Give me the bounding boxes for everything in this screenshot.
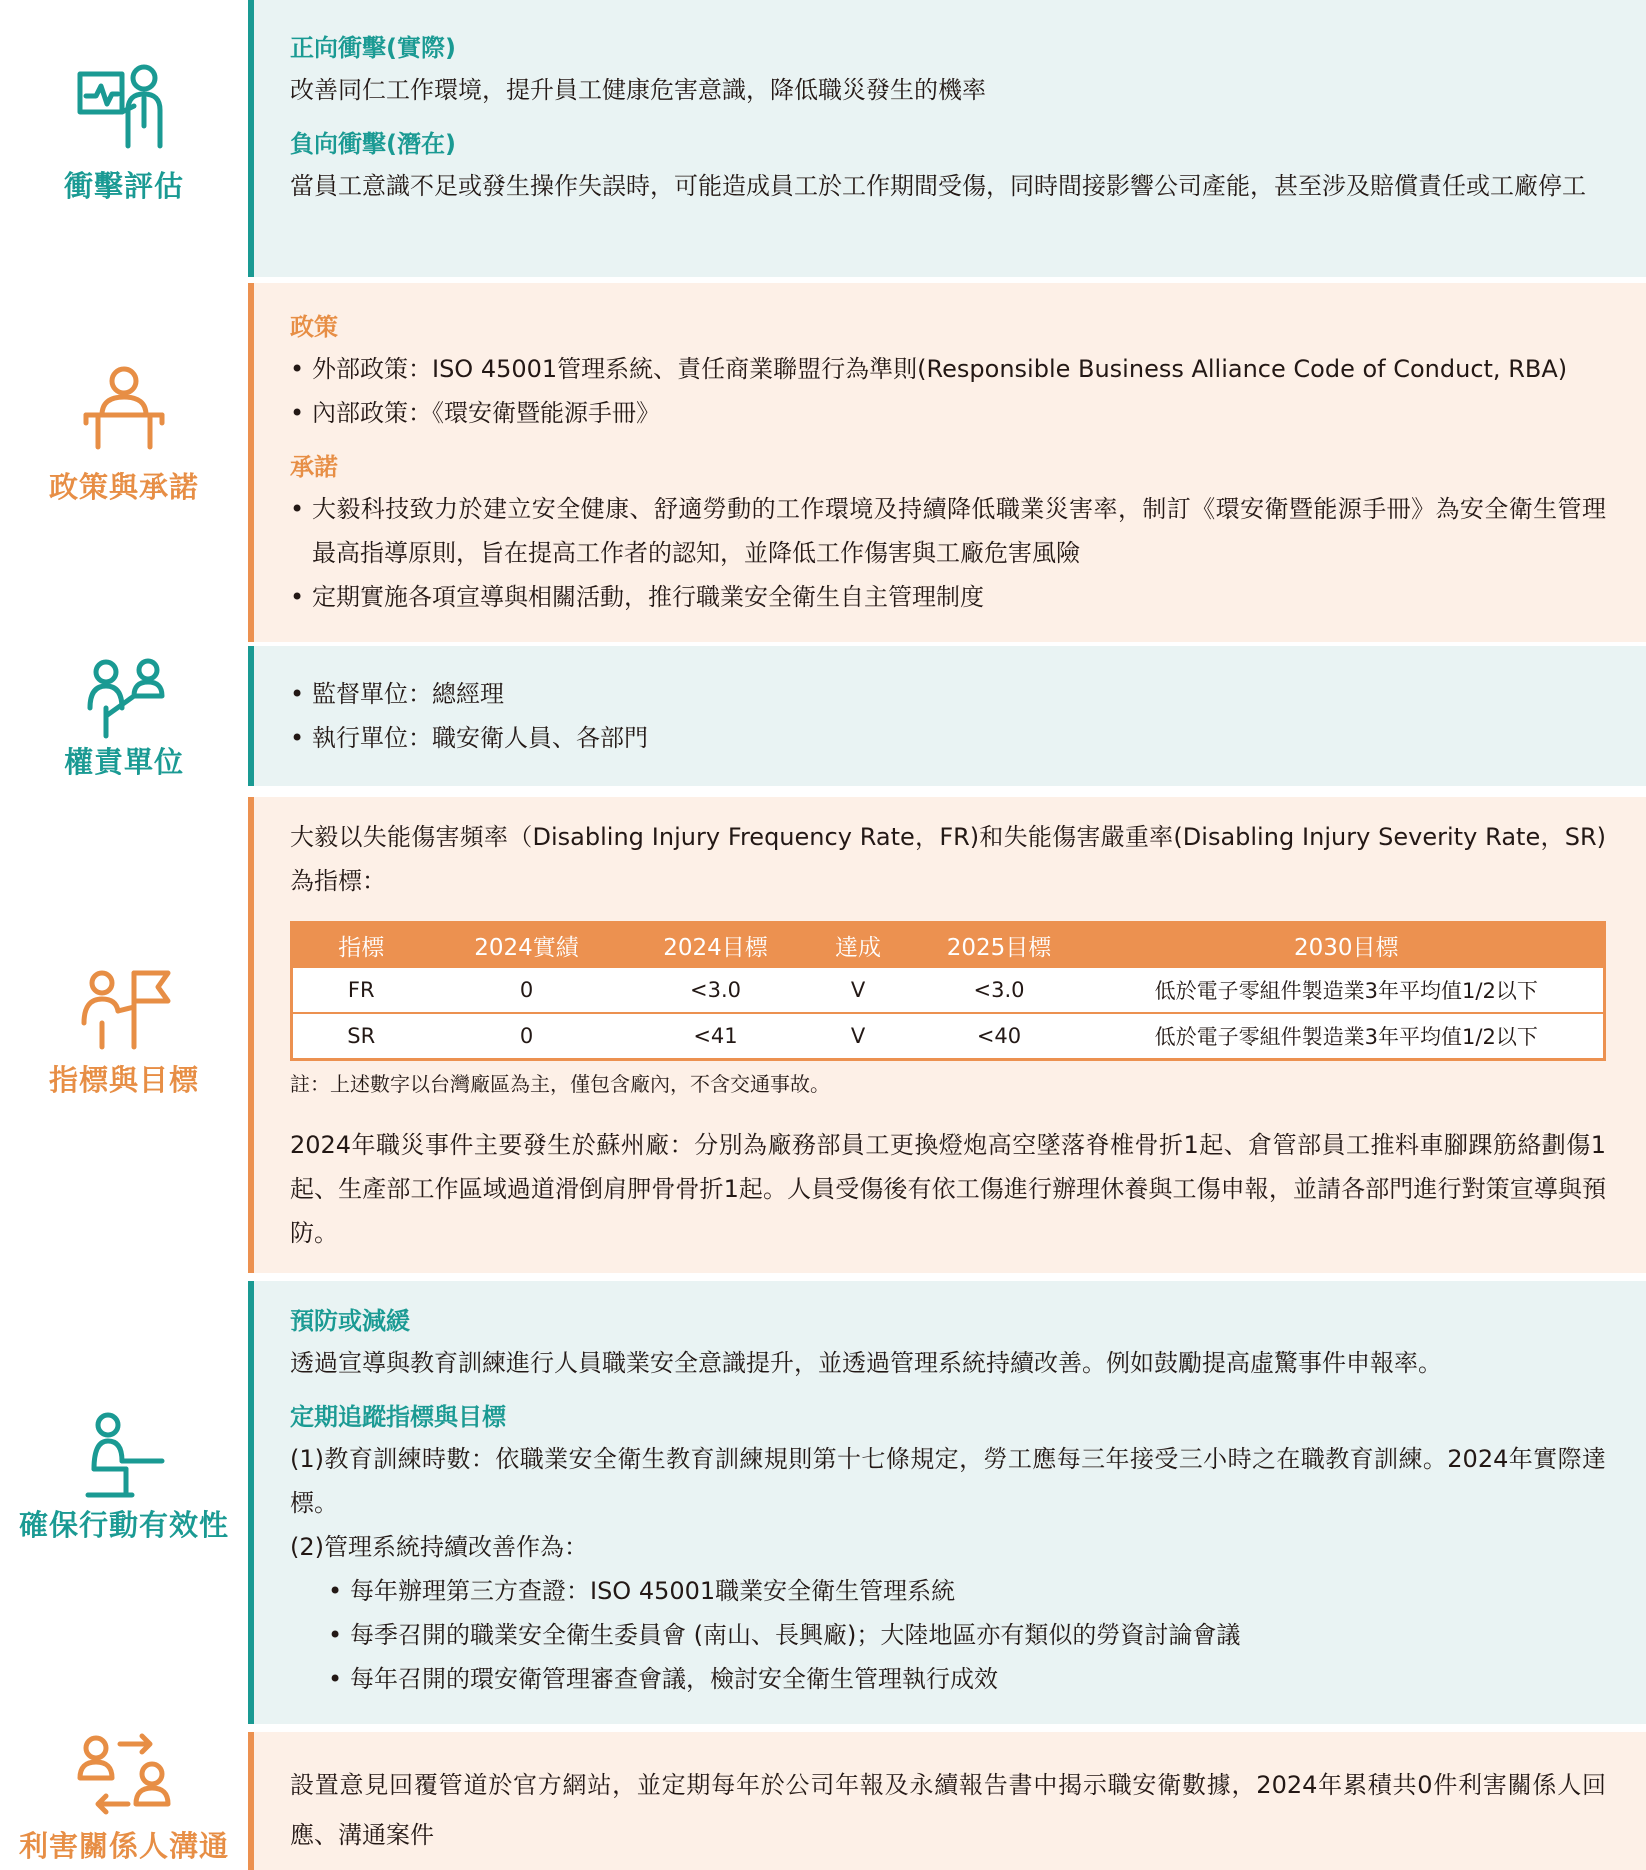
table-cell: <40: [909, 1013, 1090, 1060]
policy-title: 政策: [290, 313, 338, 341]
table-row: [292, 967, 1605, 1013]
responsibility-item: • 執行單位：職安衛人員、各部門: [290, 716, 1606, 760]
section-stakeholder-header: [0, 1732, 248, 1870]
section-impact-header: [0, 0, 248, 277]
section-responsibility-header: [0, 646, 248, 786]
tracking-subitem: • 每年辦理第三方查證：ISO 45001職業安全衛生管理系統: [290, 1569, 1606, 1613]
tracking-item-1: (1)教育訓練時數：依職業安全衛生教育訓練規則第十七條規定，勞工應每三年接受三小時之在職教育訓練。2024年實際達標。: [290, 1445, 1606, 1517]
person-with-flag-icon: [72, 963, 176, 1053]
section-effectiveness: [0, 1281, 1646, 1724]
table-cell: 低於電子零組件製造業3年平均值1/2以下: [1090, 967, 1605, 1013]
incident-block: [290, 1123, 1606, 1255]
targets-note: 註：上述數字以台灣廠區為主，僅包含廠內，不含交通事故。: [290, 1072, 830, 1096]
tracking-item-2: (2)管理系統持續改善作為：: [290, 1533, 588, 1561]
responsibility-item: • 監督單位：總經理: [290, 672, 1606, 716]
section-stakeholder-content: [290, 1760, 1606, 1860]
col-header: 指標: [292, 923, 430, 968]
table-cell: <3.0: [624, 967, 808, 1013]
table-row: [292, 1013, 1605, 1060]
table-cell: V: [808, 1013, 909, 1060]
people-exchange-arrows-icon: [72, 1732, 176, 1822]
stakeholder-text: 設置意見回覆管道於官方網站，並定期每年於公司年報及永續報告書中揭示職安衛數據，2024年累積共0件利害關係人回應、溝通案件: [290, 1771, 1606, 1849]
section-policy-header: [0, 283, 248, 642]
policy-item: • 外部政策：ISO 45001管理系統、責任商業聯盟行為準則(Responsible Business Alliance Code of Conduct, RBA): [290, 347, 1606, 391]
table-cell: 低於電子零組件製造業3年平均值1/2以下: [1090, 1013, 1605, 1060]
table-cell: FR: [292, 967, 430, 1013]
incident-text: 2024年職災事件主要發生於蘇州廠：分別為廠務部員工更換燈炮高空墜落脊椎骨折1起、倉管部員工推料車腳踝筋絡劃傷1起、生產部工作區域過道滑倒肩胛骨骨折1起。人員受傷後有依工傷進行辦理休養與工傷申報，並請各部門進行對策宣導與預防。: [290, 1131, 1606, 1247]
person-sitting-icon: [72, 1411, 176, 1501]
col-header: 2030目標: [1090, 923, 1605, 968]
section-responsibility-label: 權責單位: [63, 745, 184, 779]
col-header: 2024目標: [624, 923, 808, 968]
commitment-item: • 大毅科技致力於建立安全健康、舒適勞動的工作環境及持續降低職業災害率，制訂《環安衛暨能源手冊》為安全衛生管理最高指導原則，旨在提高工作者的認知，並降低工作傷害與工廠危害風險: [290, 487, 1606, 575]
table-cell: 0: [430, 1013, 624, 1060]
targets-intro-text: 大毅以失能傷害頻率（Disabling Injury Frequency Rate，FR)和失能傷害嚴重率(Disabling Injury Severity Rate，SR)為指標：: [290, 823, 1606, 895]
table-cell: 0: [430, 967, 624, 1013]
section-responsibility: [0, 646, 1646, 786]
section-impact-label: 衝擊評估: [63, 169, 184, 203]
section-impact: [0, 0, 1646, 277]
section-policy-label: 政策與承諾: [48, 470, 199, 504]
tracking-title: 定期追蹤指標與目標: [290, 1403, 506, 1431]
section-targets-label: 指標與目標: [48, 1063, 199, 1097]
section-stakeholder-label: 利害關係人溝通: [18, 1829, 229, 1863]
people-hierarchy-icon: [72, 654, 176, 744]
tracking-subitem: • 每年召開的環安衛管理審查會議，檢討安全衛生管理執行成效: [290, 1657, 1606, 1701]
section-effectiveness-header: [0, 1281, 248, 1724]
negative-impact-title: 負向衝擊(潛在): [290, 130, 456, 158]
commitment-title: 承諾: [290, 453, 338, 481]
commitment-item: • 定期實施各項宣導與相關活動，推行職業安全衛生自主管理制度: [290, 575, 1606, 619]
section-effectiveness-content: [290, 1301, 1606, 1701]
table-cell: SR: [292, 1013, 430, 1060]
col-header: 達成: [808, 923, 909, 968]
policy-item: • 內部政策：《環安衛暨能源手冊》: [290, 391, 1606, 435]
section-targets: [0, 797, 1646, 1273]
negative-impact-text: 當員工意識不足或發生操作失誤時，可能造成員工於工作期間受傷，同時間接影響公司產能，甚至涉及賠償責任或工廠停工: [290, 172, 1586, 200]
tracking-subitem: • 每季召開的職業安全衛生委員會 (南山、長興廠)；大陸地區亦有類似的勞資討論會議: [290, 1613, 1606, 1657]
indicator-table-header: [292, 923, 1605, 968]
section-policy: [0, 283, 1646, 642]
presentation-chart-person-icon: [72, 60, 176, 150]
positive-impact-title: 正向衝擊(實際): [290, 34, 456, 62]
col-header: 2025目標: [909, 923, 1090, 968]
table-cell: <41: [624, 1013, 808, 1060]
section-effectiveness-label: 確保行動有效性: [18, 1508, 229, 1542]
section-impact-content: [290, 28, 1606, 208]
prevention-title: 預防或減緩: [290, 1307, 410, 1335]
positive-impact-text: 改善同仁工作環境，提升員工健康危害意識，降低職災發生的機率: [290, 76, 986, 104]
table-cell: <3.0: [909, 967, 1090, 1013]
indicator-table: [290, 921, 1606, 1061]
col-header: 2024實績: [430, 923, 624, 968]
section-responsibility-content: [290, 672, 1606, 760]
prevention-text: 透過宣導與教育訓練進行人員職業安全意識提升，並透過管理系統持續改善。例如鼓勵提高虛驚事件申報率。: [290, 1349, 1442, 1377]
section-policy-content: [290, 307, 1606, 619]
section-stakeholder: [0, 1732, 1646, 1870]
targets-intro: [290, 815, 1606, 903]
section-targets-header: [0, 797, 248, 1273]
table-cell: V: [808, 967, 909, 1013]
person-at-desk-icon: [72, 363, 176, 453]
